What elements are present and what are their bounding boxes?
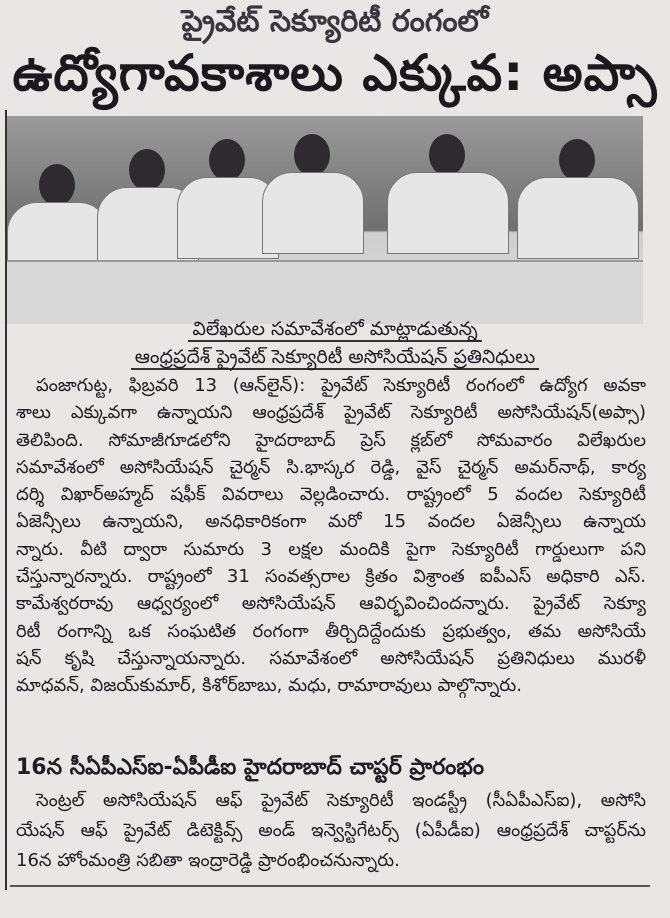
- caption-text: విలేఖరుల సమావేశంలో మాట్లాడుతున్న: [188, 318, 481, 342]
- press-table: [7, 260, 643, 324]
- body-line: దర్శి విఖార్‌అహ్మద్ షఫీక్ వివరాలు వెల్లడించారు. రాష్ట్రంలో 5 వందల సెక్యూరిటీ: [16, 484, 646, 506]
- body-line: సమావేశంలో అసోసియేషన్ చైర్మన్ సి.భాస్కర రెడ్డి, వైస్ చైర్మన్ అమర్‌నాథ్, కార్య: [16, 456, 646, 478]
- person-figure: [387, 134, 507, 264]
- press-meet-photo: [7, 116, 643, 324]
- body-line: న్నారు. వీటి ద్వారా సుమారు 3 లక్షల మందికి పైగా సెక్యూరిటీ గార్డులుగా పని: [16, 538, 646, 560]
- photo-caption-line: [0, 346, 670, 373]
- bottom-rule: [10, 885, 650, 887]
- photo-caption-line: [0, 318, 670, 345]
- article-kicker: ప్రైవేట్ సెక్యూరిటీ రంగంలో: [181, 4, 489, 39]
- person-figure: [7, 164, 107, 264]
- article-subheading: 16న సీఏపీఎస్ఐ-ఏపీడీఐ హైదరాబాద్ చాప్టర్ ప్రారంభం: [16, 755, 484, 780]
- body-line: తెలిపింది. సోమాజీగూడలోని హైదరాబాద్ ప్రెస్ క్లబ్‌లో సోమవారం విలేఖరుల: [16, 429, 646, 451]
- body-line: కామేశ్వరరావు ఆధ్వర్యంలో అసోసియేషన్ ఆవిర్భవించిందన్నారు. ప్రైవేట్ సెక్యూ: [16, 593, 646, 615]
- body-line: ఏజెన్సీలు ఉన్నాయని, అనధికారికంగా మరో 15 వందల ఏజెన్సీలు ఉన్నాయ: [16, 511, 646, 533]
- body-line: సెంట్రల్ అసోసియేషన్ ఆఫ్ ప్రైవేట్ సెక్యూరిటీ ఇండస్ట్రీ (సీఏపీఎస్ఐ), అసోసి: [36, 790, 646, 811]
- body-line: షన్ కృషి చేస్తున్నాయన్నారు. సమావేశంలో అసోసియేషన్ ప్రతినిధులు మురళీ: [16, 647, 646, 669]
- person-figure: [262, 134, 362, 264]
- article-headline: ఉద్యోగావకాశాలు ఎక్కువ: అప్సా: [12, 44, 658, 102]
- article-sub-body: [16, 786, 646, 876]
- body-line: శాలు ఎక్కువగా ఉన్నాయని ఆంధ్రప్రదేశ్ ప్రైవేట్ సెక్యూరిటీ అసోసియేషన్(అప్సా): [16, 402, 646, 424]
- body-line: చేస్తున్నారన్నారు. రాష్ట్రంలో 31 సంవత్సరాల క్రితం విశ్రాంత ఐపీఎస్ అధికారి ఎస్.: [16, 566, 646, 588]
- body-line: 16న హోంమంత్రి సబితా ఇంద్రారెడ్డి ప్రారంభించనున్నారు.: [16, 850, 400, 871]
- body-line: పంజాగుట్ట, ఫిబ్రవరి 13 (ఆన్‌లైన్): ప్రైవేట్ సెక్యూరిటీ రంగంలో ఉద్యోగ అవకా: [36, 375, 646, 396]
- body-line: రిటీ రంగాన్ని ఒక సంఘటిత రంగంగా తీర్చిదిద్దేందుకు ప్రభుత్వం, తమ అసోసియే: [16, 620, 646, 642]
- body-line: యేషన్ ఆఫ్ ప్రైవేట్ డిటెక్టివ్స్ అండ్ ఇన్వెస్టిగేటర్స్ (ఏపీడీఐ) ఆంధ్రప్రదేశ్ చాప్టర్‌ను: [16, 820, 646, 841]
- caption-text: ఆంధ్రప్రదేశ్ ప్రైవేట్ సెక్యూరిటీ అసోసియేషన్ ప్రతినిధులు: [131, 346, 539, 370]
- person-figure: [517, 139, 637, 264]
- body-line: మాధవన్, విజయ్‌కుమార్, కిశోర్‌బాబు, మధు, రామారావులు పాల్గొన్నారు.: [16, 675, 522, 697]
- article-body: [16, 372, 646, 700]
